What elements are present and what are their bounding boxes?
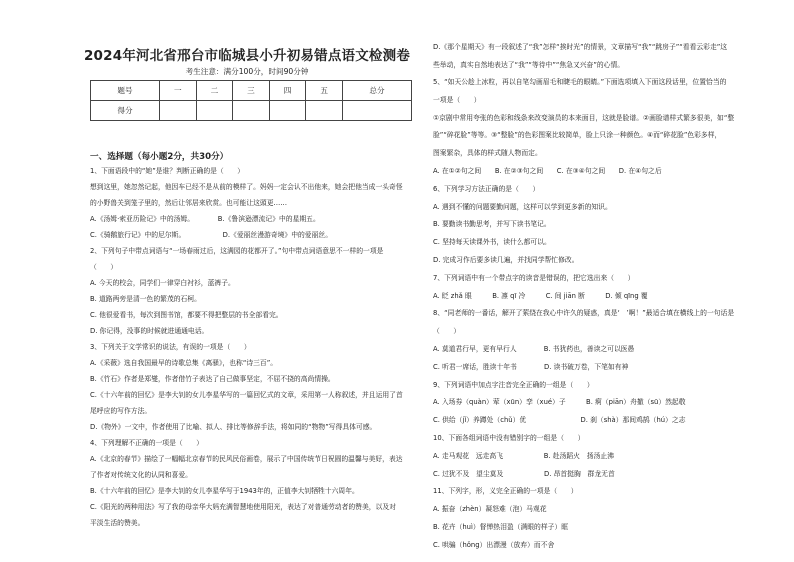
- score-table-score-row: [91, 101, 412, 121]
- text-line: A. 入场券（quàn）荤（xūn）孪（xué）子 B. 痾（piān）舟撤（sū）然起敬: [433, 398, 686, 407]
- score-input-cell[interactable]: [306, 101, 343, 121]
- exam-subtitle: 考生注意：满分100分，时间90分钟: [185, 67, 309, 76]
- text-line: C.《十六年前的回忆》是李大钊的女儿李星华写的一篇回忆式的文章，采用第一人称叙述，并且运用了首: [90, 391, 403, 399]
- score-cell: 四: [269, 81, 306, 101]
- text-line: 1、下面语段中的“她”是谁？判断正确的是（ ）: [90, 167, 245, 175]
- score-table-header-row: [91, 81, 412, 101]
- score-cell: 总分: [343, 81, 412, 101]
- text-line: A. 遇到不懂的问题要勤问题，这样可以学到更多新的知识。: [433, 202, 612, 211]
- text-line: 5、“如天公趁上冰粒，再以自笔勾画眉毛和睫毛的眼睛。”下面选项填入下面这段话里，位置恰当的: [433, 78, 727, 86]
- text-line: C. 听君一席话，胜读十年书 D. 读书破万卷，下笔如有神: [433, 362, 629, 371]
- text-line: 2、下列句子中带点词语与“一场春雨过后，这满园的花都开了。”句中带点词语意思不一样的一项是: [90, 247, 384, 255]
- score-cell: 三: [233, 81, 270, 101]
- text-line: 9、下列词语中加点字注音完全正确的一组是（ ）: [433, 380, 594, 389]
- text-line: A. 眨 zhǎ 眼 B. 凛 qī 冷 C. 间 jiān 断 D. 倾 qīng 覆: [433, 291, 648, 300]
- text-line: 一项是（ ）: [433, 95, 481, 104]
- text-line: A.《汤姆·索亚历险记》中的汤姆。 B.《鲁滨逊漂流记》中的星期五。: [90, 215, 320, 223]
- text-line: 图案繁杂，具体的样式随人物而定。: [433, 149, 542, 158]
- score-input-cell[interactable]: [269, 101, 306, 121]
- text-line: C. 哄骗（hǒng）出漂漫（放弃）而不舍: [433, 540, 555, 549]
- text-line: 的小野兽关到笼子里的，然后让邻居来欣赏。也可能让这頭更……: [90, 199, 288, 207]
- text-line: 脸”“碎花脸”等等。③“整脸”的色彩图案比较简单，脸上只涂一种颜色。④而“碎花脸”色彩多样，: [433, 131, 722, 140]
- text-line: C. 坚持每天读课外书，读什么都可以。: [433, 238, 551, 247]
- right-top-text: [433, 38, 763, 74]
- section-heading: 一、选择题（每小题2分，共30分）: [90, 152, 229, 162]
- text-line: 6、下列学习方法正确的是（ ）: [433, 184, 540, 193]
- text-line: 10、下面各组词语中没有错别字的一组是（ ）: [433, 433, 585, 442]
- text-line: A. 今天的校会，同学们一律穿白衬衫，蓝裤子。: [90, 279, 235, 287]
- score-input-cell[interactable]: [233, 101, 270, 121]
- text-line: （ ）: [433, 327, 461, 336]
- score-cell: 二: [196, 81, 233, 101]
- score-input-cell[interactable]: [196, 101, 233, 121]
- text-line: （ ）: [90, 263, 118, 271]
- text-line: A. 走马观花 远走高飞 B. 赴汤蹈火 扬汤止沸: [433, 451, 614, 460]
- text-line: 11、下列字，形，义完全正确的一项是（ ）: [433, 487, 578, 496]
- score-cell: 得分: [91, 101, 160, 121]
- text-line: B.《十六年前的回忆》是李大钊的女儿李星华写于1943年的，正值李大钊牺牲十六周年。: [90, 487, 359, 495]
- text-line: C.《骑鹅旅行记》中的尼尔斯。 D.《爱丽丝漫游奇境》中的爱丽丝。: [90, 231, 332, 239]
- text-line: C. 过犹不及 望尘莫及 D. 昂首挺胸 群龙无首: [433, 469, 615, 478]
- text-line: 3、下列关于文学常识的说法，有误的一项是（ ）: [90, 343, 251, 351]
- text-line: 7、下列词语中有一个带点字的读音是错误的，把它选出来（ ）: [433, 273, 635, 282]
- score-input-cell[interactable]: [159, 101, 196, 121]
- left-question-text: [90, 163, 412, 531]
- text-line: A.《北京的春节》描绘了一幅幅北京春节的民风民俗画卷，展示了中国传统节日祝圆的温馨与美好，表达: [90, 455, 403, 463]
- right-question-text: [433, 74, 763, 555]
- text-line: A. 在①②句之间 B. 在②③句之间 C. 在③④句之间 D. 在④句之后: [433, 166, 662, 175]
- text-line: C. 他很爱看书，每次到图书馆，都要不得把整层的书全部看完。: [90, 311, 283, 319]
- score-cell: 题号: [91, 81, 160, 101]
- text-line: B.《竹石》作者是郑燮，作者借竹子表达了自己做事坚定，不屈不挠的高尚情操。: [90, 375, 335, 383]
- text-line: ①京剧中常用夸张的色彩和线条来改变演员的本来面目，这就是脸谱。②画脸谱样式繁多很美，如“整: [433, 113, 735, 122]
- text-line: A.《采薇》选自我国最早的诗歌总集《离骚》，也称“诗三百”。: [90, 359, 278, 367]
- text-line: 些举动，真实自然地表达了“我”“等待中”“焦急又兴奋”的心情。: [433, 61, 625, 69]
- text-line: D. 完成习作后要多读几遍，并找同学帮忙修改。: [433, 255, 579, 264]
- text-line: D.《物外》一文中，作者使用了比喻、拟人、排比等修辞手法，将如同的“物物”写得具体可感。: [90, 423, 377, 431]
- score-table: [90, 80, 412, 121]
- text-line: 4、下列理解不正确的一项是（ ）: [90, 439, 204, 447]
- text-line: B. 花卉（huì）督惮热泪盈（满眼的样子）眶: [433, 522, 569, 531]
- text-line: 平淡生活的赞美。: [90, 519, 145, 527]
- text-line: B. 要勤读书勤思考，并写下读书笔记。: [433, 220, 551, 229]
- score-cell: 一: [159, 81, 196, 101]
- text-line: 8、“同老师的一番话，解开了萦绕在我心中许久的疑惑，真是‘ ’啊！”最适合填在横线上的一句话是: [433, 309, 735, 318]
- exam-title: 2024年河北省邢台市临城县小升初易错点语文检测卷: [83, 48, 411, 64]
- score-cell: 五: [306, 81, 343, 101]
- text-line: 尾呼应的写作方法。: [90, 407, 152, 415]
- text-line: D.《那个星期天》有一段叙述了“我”怎样“挨时光”的情景，文章描写“我”“跳房子”“看看云彩走”这: [433, 43, 728, 51]
- text-line: D. 你记得，没事的时候就进通通电话。: [90, 327, 209, 335]
- text-line: A. 振奋（zhèn）凝怒难（泡）马观花: [433, 505, 547, 514]
- score-input-cell[interactable]: [343, 101, 412, 121]
- text-line: 了作者对传统文化的认同和喜爱。: [90, 471, 192, 479]
- text-line: B. 道路两旁是清一色的繁茂的石柯。: [90, 295, 201, 303]
- text-line: C.《阳光的两种用法》写了我的母亲华大妈充满智慧地使用阳光，表达了对普通劳动者的赞美，以及对: [90, 503, 396, 511]
- text-line: A. 莫道君行早，更有早行人 B. 书犹药也，善读之可以医愚: [433, 344, 635, 353]
- text-line: 想到这里，她忽然记起，他因车已经不是从前的模样了。妈妈一定会认不出他来，她会把他当成一头奇怪: [90, 183, 403, 191]
- text-line: C. 供给（jǐ）养蹲处（chǔ）优 D. 刹（shà）那间鸡鹄（hú）之志: [433, 416, 686, 425]
